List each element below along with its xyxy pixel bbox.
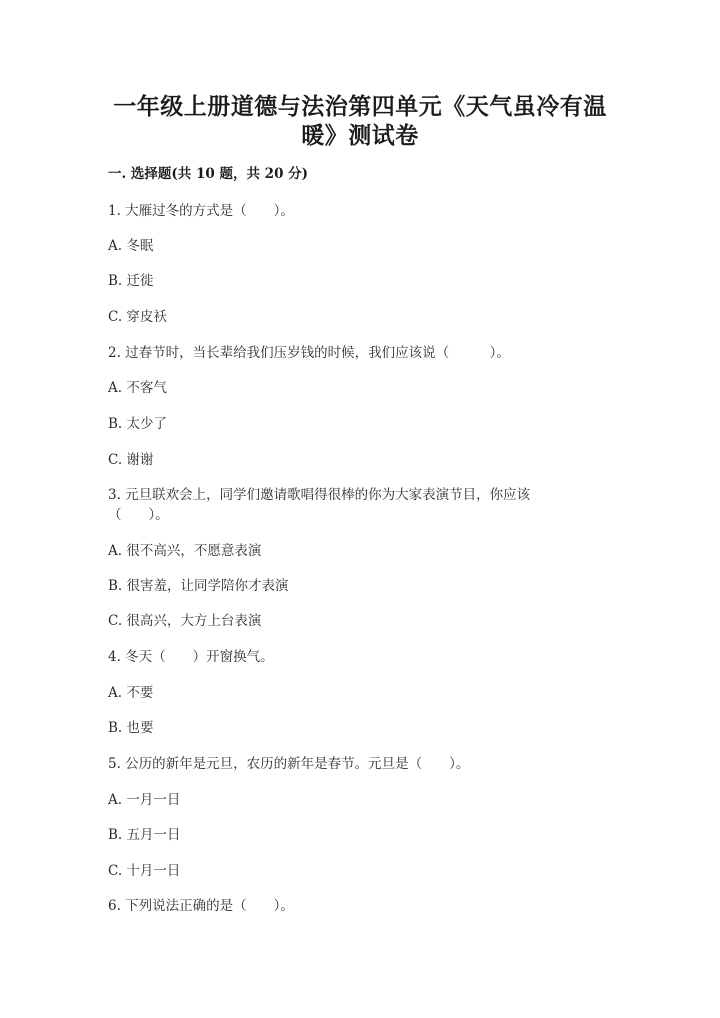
question-1-option-c: C. 穿皮袄 — [108, 309, 167, 325]
page-title-line-1: 一年级上册道德与法治第四单元《天气虽冷有温 — [113, 93, 607, 120]
question-2-stem: 2. 过春节时，当长辈给我们压岁钱的时候，我们应该说（ ）。 — [108, 345, 510, 361]
question-1-stem: 1. 大雁过冬的方式是（ ）。 — [108, 203, 294, 219]
question-3-option-b: B. 很害羞，让同学陪你才表演 — [108, 578, 289, 594]
question-1-option-b: B. 迁徙 — [108, 273, 154, 289]
section-heading: 一. 选择题(共 10 题，共 20 分) — [108, 166, 309, 182]
question-5-stem: 5. 公历的新年是元旦，农历的新年是春节。元旦是（ ）。 — [108, 756, 470, 772]
question-4-option-a: A. 不要 — [108, 685, 154, 701]
question-6-stem: 6. 下列说法正确的是（ ）。 — [108, 898, 294, 914]
question-2-option-c: C. 谢谢 — [108, 452, 154, 468]
question-5-option-a: A. 一月一日 — [108, 792, 181, 808]
question-3-option-a: A. 很不高兴，不愿意表演 — [108, 543, 262, 559]
question-5-option-c: C. 十月一日 — [108, 863, 181, 879]
question-5-option-b: B. 五月一日 — [108, 827, 181, 843]
question-3-stem: 3. 元旦联欢会上，同学们邀请歌唱得很棒的你为大家表演节目，你应该 — [108, 487, 531, 503]
question-1-option-a: A. 冬眠 — [108, 238, 154, 254]
question-3-option-c: C. 很高兴，大方上台表演 — [108, 613, 262, 629]
question-4-option-b: B. 也要 — [108, 720, 154, 736]
question-4-stem: 4. 冬天（ ）开窗换气。 — [108, 649, 274, 665]
question-2-option-a: A. 不客气 — [108, 380, 167, 396]
question-3-stem-continued: （ ）。 — [108, 507, 169, 523]
question-2-option-b: B. 太少了 — [108, 416, 168, 432]
page-title-line-2: 暖》测试卷 — [301, 122, 419, 149]
